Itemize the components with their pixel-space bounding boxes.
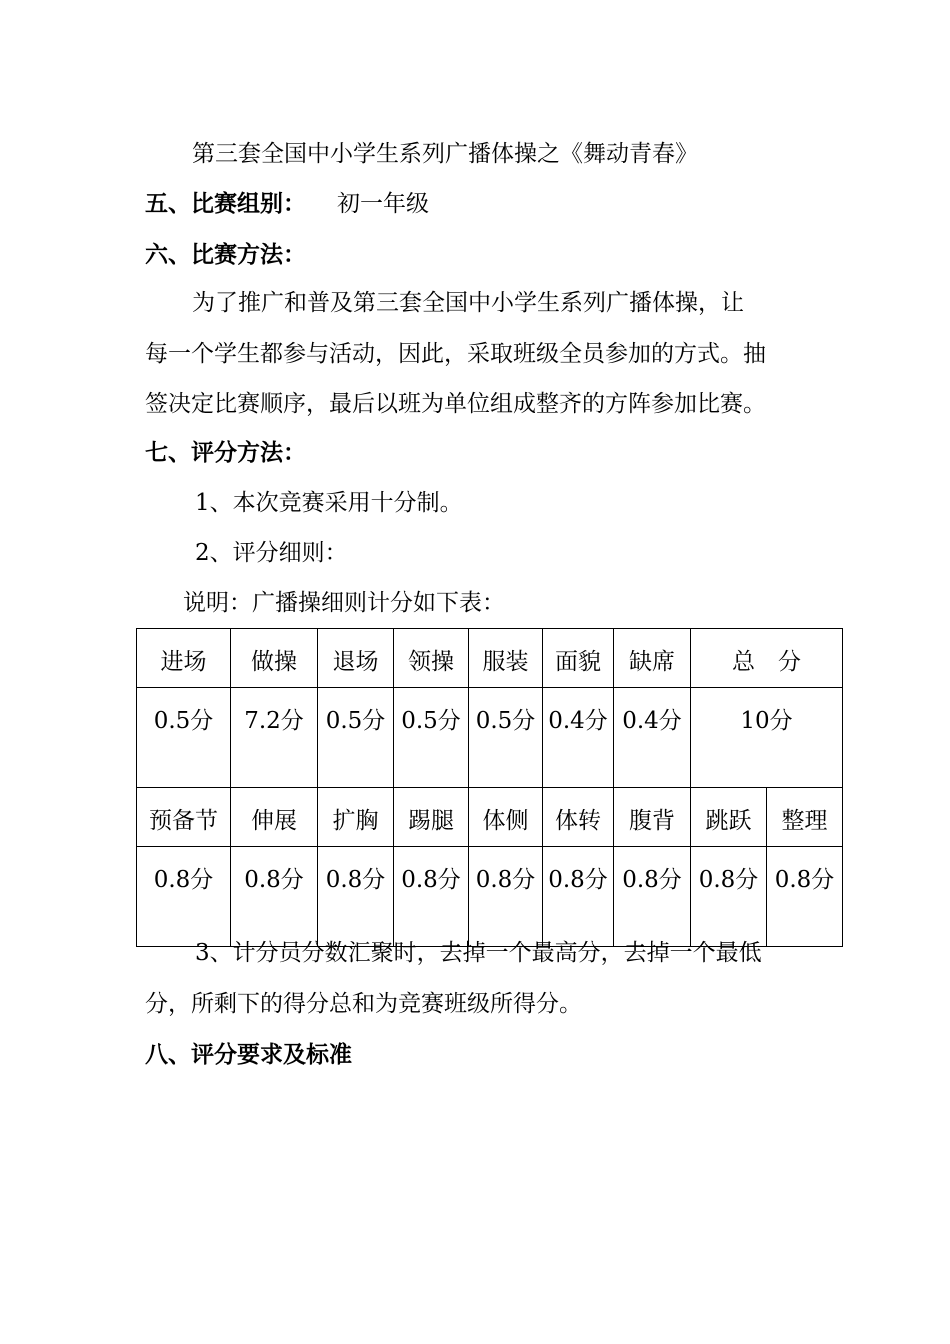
table-header-cell: 进场	[137, 629, 231, 688]
table-value-cell: 0.5分	[394, 688, 469, 788]
table-value-cell: 0.5分	[318, 688, 394, 788]
table-value-cell: 0.4分	[543, 688, 614, 788]
table-row-values-1	[137, 688, 843, 788]
section5-heading-text: 五、比赛组别：	[145, 191, 306, 217]
table-header-cell: 退场	[318, 629, 394, 688]
table-header-cell: 体侧	[469, 788, 543, 847]
item-1: 1、本次竞赛采用十分制。	[195, 490, 463, 516]
item-3-line1: 3、计分员分数汇聚时，去掉一个最高分，去掉一个最低	[195, 940, 762, 966]
table-header-cell: 面貌	[543, 629, 614, 688]
table-value-cell: 0.8分	[767, 847, 843, 947]
table-header-cell: 伸展	[231, 788, 318, 847]
table-header-cell: 整理	[767, 788, 843, 847]
table-value-cell: 0.8分	[614, 847, 691, 947]
table-header-cell-total: 总 分	[691, 629, 843, 688]
table-value-cell: 0.4分	[614, 688, 691, 788]
table-row-headers-2	[137, 788, 843, 847]
intro-line: 第三套全国中小学生系列广播体操之《舞动青春》	[192, 141, 698, 167]
item-3-line2: 分，所剩下的得分总和为竞赛班级所得分。	[145, 991, 582, 1017]
table-value-cell: 0.8分	[691, 847, 767, 947]
table-value-cell: 0.8分	[231, 847, 318, 947]
table-value-cell: 0.8分	[394, 847, 469, 947]
table-header-cell: 体转	[543, 788, 614, 847]
table-note: 说明：广播操细则计分如下表：	[183, 590, 505, 616]
table-header-cell: 腹背	[614, 788, 691, 847]
table-row-headers-1	[137, 629, 843, 688]
section5-value: 初一年级	[337, 191, 429, 217]
score-table	[136, 628, 843, 947]
table-row-values-2	[137, 847, 843, 947]
section6-paragraph-line1: 为了推广和普及第三套全国中小学生系列广播体操，让	[192, 290, 744, 316]
table-header-cell: 跳跃	[691, 788, 767, 847]
table-header-cell: 领操	[394, 629, 469, 688]
table-header-cell: 服装	[469, 629, 543, 688]
table-value-cell: 0.8分	[137, 847, 231, 947]
item-2: 2、评分细则：	[195, 540, 348, 566]
table-value-cell: 0.5分	[137, 688, 231, 788]
table-header-cell: 扩胸	[318, 788, 394, 847]
table-value-cell: 0.5分	[469, 688, 543, 788]
table-value-cell-total: 10分	[691, 688, 843, 788]
section6-paragraph-line2: 每一个学生都参与活动，因此，采取班级全员参加的方式。抽	[145, 341, 766, 367]
table-value-cell: 7.2分	[231, 688, 318, 788]
section8-heading: 八、评分要求及标准	[145, 1042, 352, 1068]
table-header-cell: 做操	[231, 629, 318, 688]
section6-heading: 六、比赛方法：	[145, 242, 306, 268]
table-value-cell: 0.8分	[318, 847, 394, 947]
section7-heading: 七、评分方法：	[145, 440, 306, 466]
section5-heading	[145, 189, 429, 219]
table-header-cell: 预备节	[137, 788, 231, 847]
table-value-cell: 0.8分	[543, 847, 614, 947]
table-header-cell: 缺席	[614, 629, 691, 688]
section6-paragraph-line3: 签决定比赛顺序，最后以班为单位组成整齐的方阵参加比赛。	[145, 391, 766, 417]
table-header-cell: 踢腿	[394, 788, 469, 847]
table-value-cell: 0.8分	[469, 847, 543, 947]
